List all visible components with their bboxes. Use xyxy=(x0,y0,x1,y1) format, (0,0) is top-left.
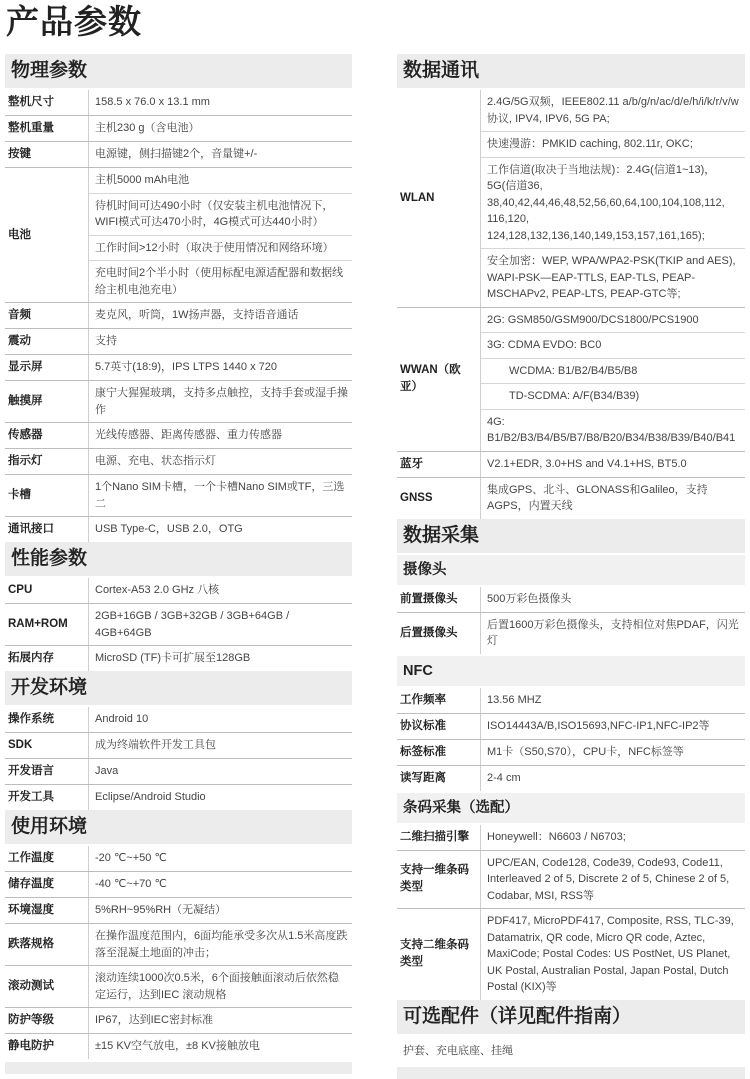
spec-label: 整机尺寸 xyxy=(5,90,89,115)
spec-values xyxy=(481,587,745,612)
spec-values xyxy=(481,766,745,791)
spec-row xyxy=(5,303,352,329)
spec-row xyxy=(5,924,352,966)
spec-value: TD-SCDMA: A/F(B34/B39) xyxy=(481,384,745,410)
spec-values xyxy=(89,168,352,302)
spec-values xyxy=(89,966,352,1007)
spec-value: ±15 KV空气放电，±8 KV接触放电 xyxy=(95,1040,260,1052)
spec-values xyxy=(481,714,745,739)
spec-value: 2G: GSM850/GSM900/DCS1800/PCS1900 xyxy=(481,308,745,334)
spec-values xyxy=(89,872,352,897)
spec-label: 指示灯 xyxy=(5,449,89,474)
spec-row xyxy=(5,329,352,355)
spec-value: 后置1600万彩色摄像头，支持相位对焦PDAF，闪光灯 xyxy=(487,618,739,647)
spec-table xyxy=(5,578,352,671)
spec-row xyxy=(5,578,352,604)
spec-row xyxy=(5,604,352,646)
spec-values xyxy=(89,646,352,671)
spec-row xyxy=(5,733,352,759)
spec-label: 显示屏 xyxy=(5,355,89,380)
spec-label: SDK xyxy=(5,733,89,758)
spec-table xyxy=(397,688,745,791)
accessories-text: 护套、充电底座、挂绳 xyxy=(403,1044,513,1057)
spec-label: 音频 xyxy=(5,303,89,328)
spec-row xyxy=(397,851,745,910)
spec-row xyxy=(5,142,352,168)
spec-row xyxy=(5,116,352,142)
spec-value: 4G: B1/B2/B3/B4/B5/B7/B8/B20/B34/B38/B39/B40/B41 xyxy=(487,415,736,444)
section-header: 性能参数 xyxy=(5,542,352,576)
spec-row xyxy=(5,759,352,785)
left-column xyxy=(5,54,352,1074)
spec-value: 康宁大猩猩玻璃，支持多点触控，支持手套或湿手操作 xyxy=(95,387,348,416)
spec-value: -20 ℃~+50 ℃ xyxy=(95,852,167,864)
spec-values xyxy=(89,846,352,871)
spec-value: M1卡（S50,S70），CPU卡，NFC标签等 xyxy=(487,745,684,758)
spec-label: GNSS xyxy=(397,478,481,519)
spec-row xyxy=(5,90,352,116)
spec-value: Eclipse/Android Studio xyxy=(95,791,206,803)
spec-values xyxy=(89,1008,352,1033)
spec-values xyxy=(481,688,745,713)
spec-label: 支持二维条码类型 xyxy=(397,909,481,1000)
spec-value: 500万彩色摄像头 xyxy=(487,592,572,605)
spec-label: WWAN（欧亚） xyxy=(397,308,481,451)
spec-label: 工作频率 xyxy=(397,688,481,713)
spec-values xyxy=(89,449,352,474)
page-title: 产品参数 xyxy=(6,3,142,40)
spec-row xyxy=(397,308,745,452)
spec-label: 操作系统 xyxy=(5,707,89,732)
spec-value: 2-4 cm xyxy=(487,771,521,784)
spec-values xyxy=(89,142,352,167)
spec-values xyxy=(89,1034,352,1059)
spec-row xyxy=(5,517,352,542)
spec-row xyxy=(5,707,352,733)
spec-values xyxy=(89,898,352,923)
spec-value: 158.5 x 76.0 x 13.1 mm xyxy=(95,96,210,108)
spec-table xyxy=(397,825,745,1000)
section-header: 物理参数 xyxy=(5,54,352,88)
spec-label: 防护等级 xyxy=(5,1008,89,1033)
spec-label: 卡槽 xyxy=(5,475,89,516)
spec-value: ISO14443A/B,ISO15693,NFC-IP1,NFC-IP2等 xyxy=(487,719,710,732)
spec-label: 拓展内存 xyxy=(5,646,89,671)
spec-row xyxy=(397,909,745,1000)
spec-row xyxy=(397,478,745,519)
spec-label: 开发工具 xyxy=(5,785,89,810)
spec-label: 前置摄像头 xyxy=(397,587,481,612)
footer-band xyxy=(397,1067,745,1079)
spec-value: Cortex-A53 2.0 GHz 八核 xyxy=(95,584,220,596)
subsection-header: 条码采集（选配） xyxy=(397,793,745,823)
spec-row xyxy=(397,587,745,613)
spec-value: 在操作温度范围内，6面均能承受多次从1.5米高度跌落至混凝土地面的冲击； xyxy=(95,930,348,959)
spec-label: 跌落规格 xyxy=(5,924,89,965)
spec-value: 电源、充电、状态指示灯 xyxy=(95,455,216,467)
spec-label: CPU xyxy=(5,578,89,603)
spec-row xyxy=(397,740,745,766)
spec-table xyxy=(5,846,352,1059)
spec-value: 集成GPS、北斗、GLONASS和Galileo，支持AGPS，内置天线 xyxy=(487,483,708,512)
spec-row xyxy=(397,825,745,851)
spec-value: 1个Nano SIM卡槽，一个卡槽Nano SIM或TF，三选二 xyxy=(95,481,345,510)
spec-values xyxy=(481,613,745,654)
spec-row xyxy=(397,452,745,478)
spec-label: 传感器 xyxy=(5,423,89,448)
section-header: 使用环境 xyxy=(5,810,352,844)
spec-value: 支持 xyxy=(95,335,117,347)
spec-row xyxy=(397,766,745,791)
spec-value: 3G: CDMA EVDO: BC0 xyxy=(481,333,745,359)
spec-label: 支持一维条码类型 xyxy=(397,851,481,909)
spec-value: 主机230 g（含电池） xyxy=(95,122,200,134)
spec-values xyxy=(481,825,745,850)
right-column xyxy=(397,54,745,1079)
spec-label: 标签标准 xyxy=(397,740,481,765)
spec-table xyxy=(5,90,352,542)
spec-label: 整机重量 xyxy=(5,116,89,141)
spec-value: 2GB+16GB / 3GB+32GB / 3GB+64GB / 4GB+64GB xyxy=(95,610,290,639)
spec-values xyxy=(89,475,352,516)
spec-value: MicroSD (TF)卡可扩展至128GB xyxy=(95,652,251,664)
spec-values xyxy=(481,90,745,307)
spec-value: 5.7英寸(18:9)，IPS LTPS 1440 x 720 xyxy=(95,361,277,373)
spec-value: 成为终端软件开发工具包 xyxy=(95,739,216,751)
spec-value: 2.4G/5G双频，IEEE802.11 a/b/g/n/ac/d/e/h/i/k/r/v/w协议, IPV4, IPV6, 5G PA; xyxy=(481,90,745,132)
spec-label: 二维扫描引擎 xyxy=(397,825,481,850)
spec-value: 光线传感器、距离传感器、重力传感器 xyxy=(95,429,282,441)
spec-value: 13.56 MHZ xyxy=(487,693,542,706)
spec-value: 充电时间2个半小时（使用标配电源适配器和数据线给主机电池充电） xyxy=(95,267,344,296)
spec-value: V2.1+EDR, 3.0+HS and V4.1+HS, BT5.0 xyxy=(487,457,687,470)
spec-values xyxy=(89,381,352,422)
spec-value: Android 10 xyxy=(95,713,149,725)
spec-label: 工作温度 xyxy=(5,846,89,871)
spec-values xyxy=(89,733,352,758)
spec-values xyxy=(481,909,745,1000)
spec-value: Honeywell：N6603 / N6703; xyxy=(487,830,626,843)
spec-row xyxy=(5,1008,352,1034)
spec-label: 通讯接口 xyxy=(5,517,89,542)
spec-value: 安全加密：WEP, WPA/WPA2-PSK(TKIP and AES), WAPI-PSK—EAP-TTLS, EAP-TLS, PEAP-MSCHAPv2, PEAP-LTS, PEAP-GTC等; xyxy=(487,255,736,300)
spec-values xyxy=(89,604,352,645)
spec-row xyxy=(5,475,352,517)
spec-value: USB Type-C，USB 2.0，OTG xyxy=(95,523,243,535)
spec-row xyxy=(397,714,745,740)
spec-label: RAM+ROM xyxy=(5,604,89,645)
spec-row xyxy=(5,1034,352,1059)
spec-table xyxy=(397,90,745,519)
spec-row xyxy=(5,785,352,810)
section-header: 数据通讯 xyxy=(397,54,745,88)
spec-value: 5%RH~95%RH（无凝结） xyxy=(95,904,227,916)
spec-row xyxy=(5,898,352,924)
spec-table xyxy=(5,707,352,810)
spec-value: 主机5000 mAh电池 xyxy=(89,168,352,194)
spec-row xyxy=(5,846,352,872)
section-header: 可选配件（详见配件指南） xyxy=(397,1000,745,1034)
spec-label: 静电防护 xyxy=(5,1034,89,1059)
subsection-header: 摄像头 xyxy=(397,555,745,585)
spec-values xyxy=(89,116,352,141)
spec-value: UPC/EAN, Code128, Code39, Code93, Code11, Interleaved 2 of 5, Discrete 2 of 5, Chinese 2 of 5, Codabar, MSI, RSS等 xyxy=(487,856,730,902)
spec-row xyxy=(397,613,745,654)
spec-value: 待机时间可达490小时（仅安装主机电池情况下，WIFI模式可达470小时，4G模式可达440小时） xyxy=(89,194,352,236)
spec-label: 按键 xyxy=(5,142,89,167)
spec-row xyxy=(397,90,745,308)
spec-value: 工作信道(取决于当地法规)：2.4G(信道1~13)，5G(信道36, 38,40,42,44,46,48,52,56,60,64,100,104,108,112, 116,120, 124,128,132,136,140,149,153,157,161,165); xyxy=(481,158,745,250)
spec-values xyxy=(481,740,745,765)
spec-values xyxy=(89,303,352,328)
spec-value: 快速漫游：PMKID caching, 802.11r, OKC; xyxy=(481,132,745,158)
section-header: 数据采集 xyxy=(397,519,745,553)
spec-row xyxy=(5,646,352,671)
section-header: 开发环境 xyxy=(5,671,352,705)
spec-value: IP67，达到IEC密封标准 xyxy=(95,1014,213,1026)
spec-value: 麦克风，听筒，1W扬声器，支持语音通话 xyxy=(95,309,299,321)
spec-label: 后置摄像头 xyxy=(397,613,481,654)
spec-values xyxy=(89,355,352,380)
spec-label: 储存温度 xyxy=(5,872,89,897)
spec-row xyxy=(5,966,352,1008)
subsection-header: NFC xyxy=(397,656,745,686)
spec-value: Java xyxy=(95,765,119,777)
spec-label: 读写距离 xyxy=(397,766,481,791)
spec-row xyxy=(5,872,352,898)
spec-row xyxy=(5,449,352,475)
spec-values xyxy=(89,329,352,354)
spec-values xyxy=(89,924,352,965)
spec-label: 蓝牙 xyxy=(397,452,481,477)
spec-values xyxy=(481,851,745,909)
spec-values xyxy=(481,452,745,477)
spec-values xyxy=(89,785,352,810)
spec-label: 开发语言 xyxy=(5,759,89,784)
spec-row xyxy=(397,688,745,714)
spec-value: 工作时间>12小时（取决于使用情况和网络环境） xyxy=(89,236,352,262)
spec-values xyxy=(89,90,352,115)
spec-label: 电池 xyxy=(5,168,89,302)
spec-value: WCDMA: B1/B2/B4/B5/B8 xyxy=(481,359,745,385)
spec-label: WLAN xyxy=(397,90,481,307)
spec-value: 电源键，侧扫描键2个，音量键+/- xyxy=(95,148,258,160)
spec-row xyxy=(5,381,352,423)
spec-row xyxy=(5,423,352,449)
spec-label: 环境湿度 xyxy=(5,898,89,923)
spec-values xyxy=(481,478,745,519)
spec-label: 震动 xyxy=(5,329,89,354)
spec-table xyxy=(397,587,745,654)
spec-label: 协议标准 xyxy=(397,714,481,739)
spec-value: PDF417, MicroPDF417, Composite, RSS, TLC-39, Datamatrix, QR code, Micro QR code, Aztec, MaxiCode; Postal Codes: US PostNet, US Planet, UK Postal, Australian Postal, Japan Postal, Dutch Postal (KIX)等 xyxy=(487,915,734,993)
spec-values xyxy=(481,308,745,451)
spec-label: 触摸屏 xyxy=(5,381,89,422)
spec-value: -40 ℃~+70 ℃ xyxy=(95,878,167,890)
spec-value: 滚动连续1000次0.5米，6个面接触面滚动后依然稳定运行，达到IEC 滚动规格 xyxy=(95,972,339,1001)
spec-values xyxy=(89,517,352,542)
spec-values xyxy=(89,578,352,603)
spec-row xyxy=(5,355,352,381)
spec-values xyxy=(89,707,352,732)
spec-row xyxy=(5,168,352,303)
footer-band xyxy=(5,1062,352,1074)
spec-label: 滚动测试 xyxy=(5,966,89,1007)
spec-values xyxy=(89,423,352,448)
spec-values xyxy=(89,759,352,784)
